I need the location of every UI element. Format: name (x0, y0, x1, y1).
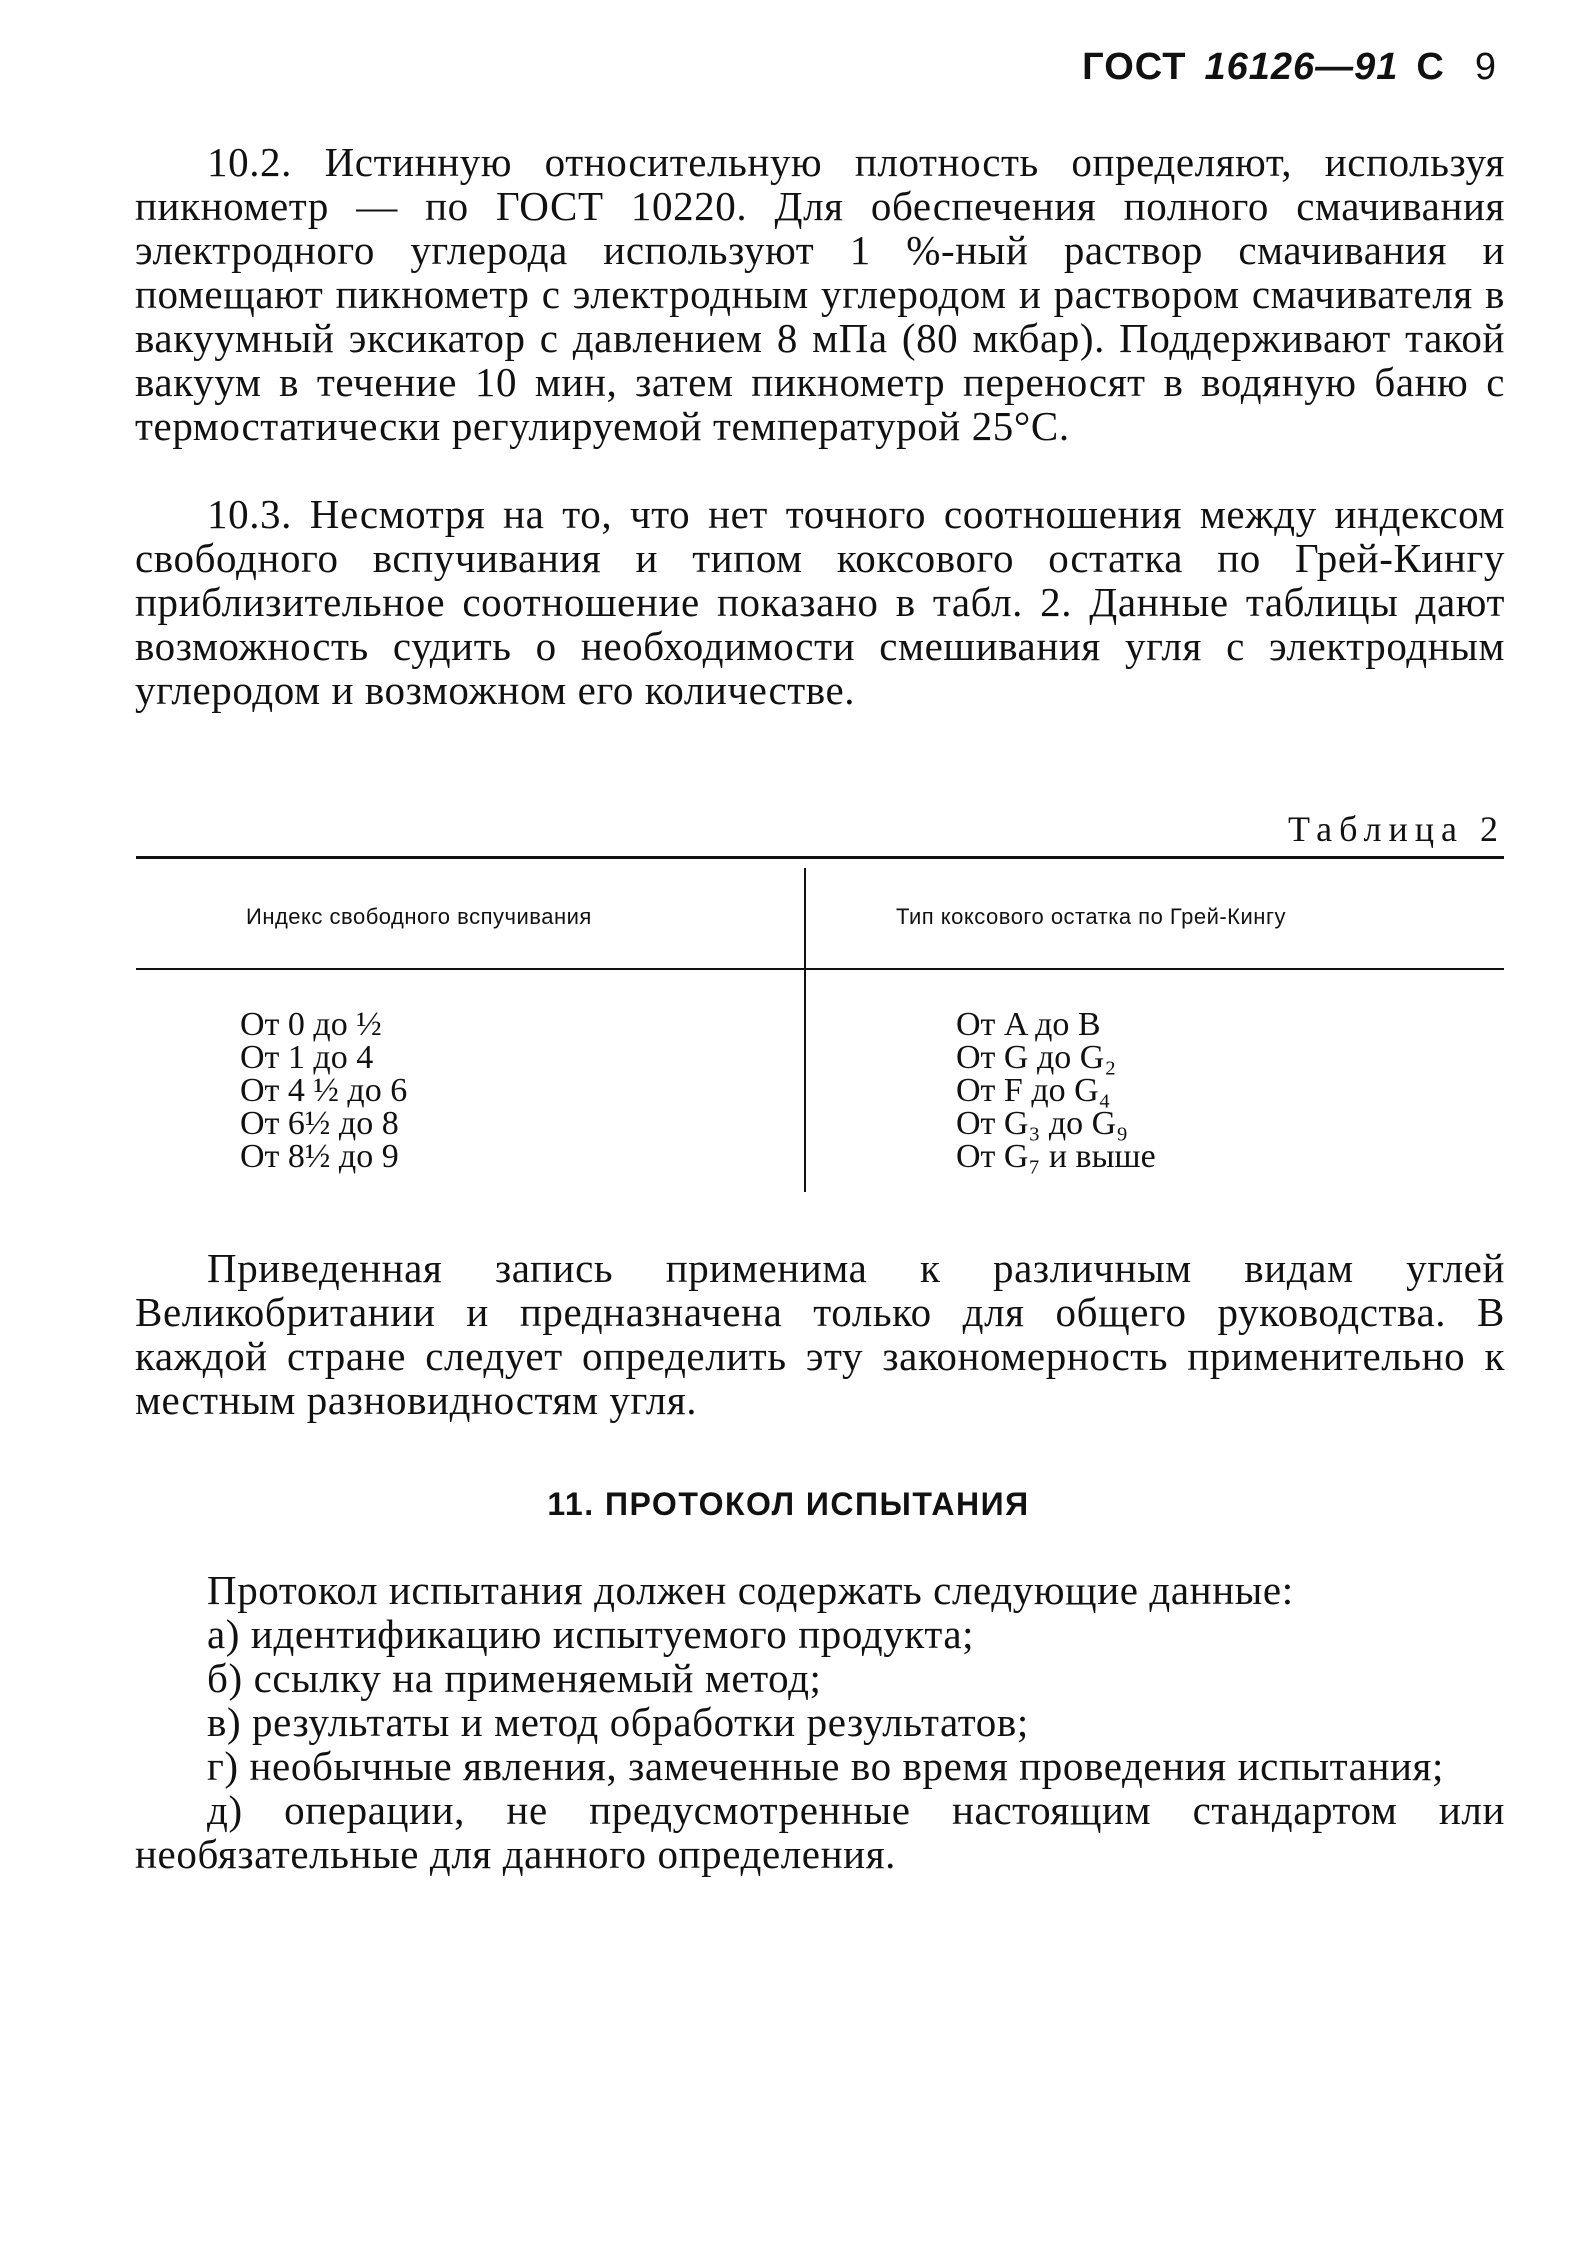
section-11-title: 11. ПРОТОКОЛ ИСПЫТАНИЯ (547, 1486, 1030, 1522)
list-item: г) необычные явления, замеченные во время проведения испытания; (207, 1743, 1444, 1789)
table-column-swelling-index (240, 1008, 407, 1173)
section-11-intro: Протокол испытания должен содержать следующие данные: (207, 1567, 1294, 1613)
table-cell: От G₃ до G₉ (956, 1105, 1129, 1142)
paragraph-10-3 (135, 492, 1505, 712)
table-cell: От G₇ и выше (956, 1138, 1156, 1175)
header-gost: ГОСТ (1082, 46, 1187, 88)
table-header-rule (136, 968, 1504, 970)
list-item: б) ссылку на применяемый метод; (207, 1655, 822, 1701)
list-item: а) идентификацию испытуемого продукта; (207, 1611, 975, 1657)
table-column-coke-type (956, 1008, 1156, 1173)
table-cell: От 1 до 4 (240, 1039, 374, 1076)
list-item: д) операции, не предусмотренные настоящим стандартом или необязательные для данного определения. (135, 1787, 1505, 1877)
table-header-swelling-index: Индекс свободного вспучивания (246, 904, 592, 929)
table-cell: От G до G₂ (956, 1039, 1117, 1076)
table-note (135, 1246, 1505, 1422)
table-column-divider (804, 868, 806, 1192)
table-top-rule (136, 856, 1504, 859)
table-cell: От 4 ½ до 6 (240, 1072, 408, 1109)
header-standard-number: 16126—91 (1204, 46, 1399, 88)
paragraph-10-3-text: 10.3. Несмотря на то, что нет точного соотношения между индексом свободного вспучивания и типом коксового остатка по Грей-Кингу приблизительное соотношение показано в табл. 2. Данные таблицы дают возможность судить о необходимости смешивания угля с электродным углеродом и возможном его количестве. (135, 491, 1505, 713)
table-cell: От 8½ до 9 (240, 1138, 399, 1175)
table-cell: От A до B (956, 1006, 1101, 1043)
table-caption: Таблица 2 (1288, 809, 1505, 849)
paragraph-10-2 (135, 140, 1505, 448)
list-item: в) результаты и метод обработки результатов; (207, 1699, 1029, 1745)
table-header-coke-type: Тип коксового остатка по Грей-Кингу (896, 904, 1286, 929)
table-note-text: Приведенная запись применима к различным видам углей Великобритании и предназначена только для общего руководства. В каждой стране следует определить эту закономерность применительно к местным разновидностям угля. (135, 1245, 1505, 1423)
paragraph-10-2-text: 10.2. Истинную относительную плотность определяют, используя пикнометр — по ГОСТ 10220. Для обеспечения полного смачивания электродного углерода используют 1 %-ный раствор смачивания и помещают пикнометр с электродным углеродом и раствором смачивателя в вакуумный эксикатор с давлением 8 мПа (80 мкбар). Поддерживают такой вакуум в течение 10 мин, затем пикнометр переносят в водяную баню с термостатически регулируемой температурой 25°С. (135, 139, 1505, 449)
table-cell: От F до G₄ (956, 1072, 1111, 1109)
page-header (1064, 46, 1497, 89)
page-number: 9 (1474, 46, 1497, 88)
table-cell: От 6½ до 8 (240, 1105, 399, 1142)
section-11-body (135, 1568, 1505, 1876)
header-suffix: С (1416, 46, 1445, 88)
table-cell: От 0 до ½ (240, 1006, 382, 1043)
